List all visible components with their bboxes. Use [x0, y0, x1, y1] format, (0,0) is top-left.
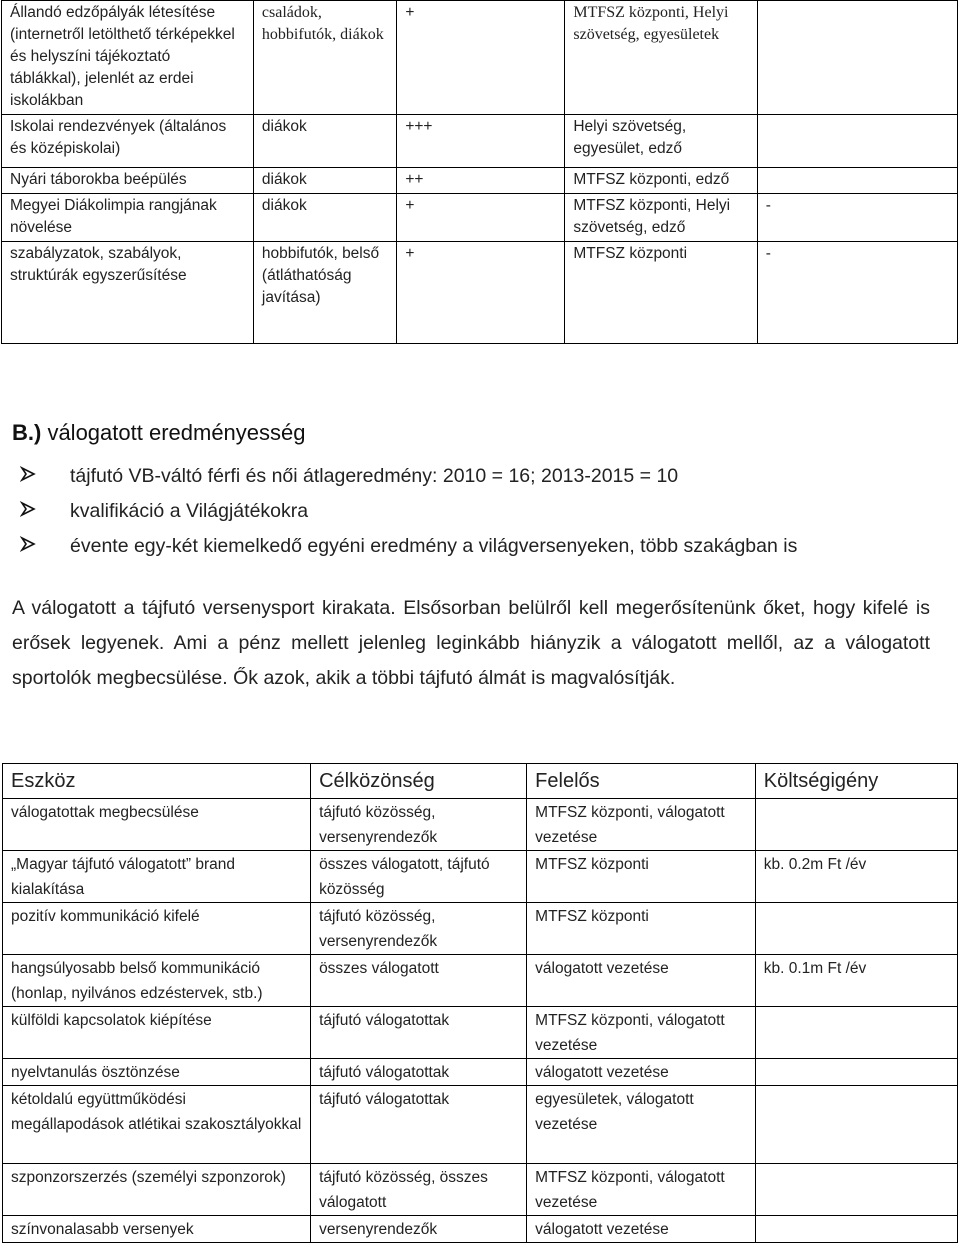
table-cell	[755, 903, 957, 955]
table-cell: MTFSZ központi, Helyi szövetség, edző	[565, 194, 757, 242]
table-cell: összes válogatott, tájfutó közösség	[311, 851, 527, 903]
table-cell: családok, hobbifutók, diákok	[253, 1, 396, 115]
table-cell	[755, 1216, 957, 1243]
table-cell: diákok	[253, 168, 396, 194]
header-koltsegigeny: Költségigény	[755, 764, 957, 799]
table-cell: pozitív kommunikáció kifelé	[3, 903, 311, 955]
table-cell: tájfutó közösség, összes válogatott	[311, 1164, 527, 1216]
table-row	[3, 1059, 958, 1086]
bullet-text: kvalifikáció a Világjátékokra	[70, 500, 309, 522]
table-row	[2, 194, 958, 242]
table-row	[3, 955, 958, 1007]
table-row	[2, 1, 958, 115]
bullet-list	[20, 459, 797, 564]
table-cell: MTFSZ központi, edző	[565, 168, 757, 194]
table-cell: +	[397, 242, 565, 344]
body-paragraph: A válogatott a tájfutó versenysport kirakata. Elsősorban belülről kell megerősítenünk őket, hogy kifelé is erősek legyenek. Ami a pénz mellett jelenleg leginkább hiányzik a válogatott mellől, az a válogatott sportolók megbecsülése. Ők azok, akik a többi tájfutó álmát is magvalósítják.	[12, 597, 930, 689]
list-item	[20, 459, 797, 494]
table-cell: MTFSZ központi, válogatott vezetése	[527, 1164, 756, 1216]
section-heading	[12, 420, 306, 446]
table-cell: válogatottak megbecsülése	[3, 799, 311, 851]
table-cell: diákok	[253, 115, 396, 168]
table-cell: ++	[397, 168, 565, 194]
table-cell: Megyei Diákolimpia rangjának növelése	[2, 194, 254, 242]
table-cell: egyesületek, válogatott vezetése	[527, 1086, 756, 1164]
table-cell	[757, 168, 957, 194]
table-cell: tájfutó válogatottak	[311, 1007, 527, 1059]
arrowhead-bullet-icon	[20, 494, 70, 529]
table-cell: nyelvtanulás ösztönzése	[3, 1059, 311, 1086]
table-cell: tájfutó válogatottak	[311, 1086, 527, 1164]
table-cell	[755, 799, 957, 851]
table-header-row	[3, 764, 958, 799]
table-row	[3, 1164, 958, 1216]
table-cell: -	[757, 194, 957, 242]
table-cell: diákok	[253, 194, 396, 242]
table-cell	[757, 1, 957, 115]
top-table	[1, 0, 958, 344]
table-cell: Állandó edzőpályák létesítése (internetről letölthető térképekkel és helyszíni tájékoztató táblákkal), jelenlét az erdei iskolákban	[2, 1, 254, 115]
table-cell: kétoldalú együttműködési megállapodások atlétikai szakosztályokkal	[3, 1086, 311, 1164]
table-cell: MTFSZ központi, Helyi szövetség, egyesületek	[565, 1, 757, 115]
table-cell: MTFSZ központi, válogatott vezetése	[527, 1007, 756, 1059]
table-cell: válogatott vezetése	[527, 1216, 756, 1243]
table-cell	[755, 1164, 957, 1216]
table-cell: -	[757, 242, 957, 344]
header-felelos: Felelős	[527, 764, 756, 799]
table-cell: külföldi kapcsolatok kiépítése	[3, 1007, 311, 1059]
table-cell: tájfutó válogatottak	[311, 1059, 527, 1086]
table-row	[3, 851, 958, 903]
table-row	[3, 799, 958, 851]
bullet-text: tájfutó VB-váltó férfi és női átlageredmény: 2010 = 16; 2013-2015 = 10	[70, 465, 679, 487]
table-cell: szponzorszerzés (személyi szponzorok)	[3, 1164, 311, 1216]
table-cell: tájfutó közösség, versenyrendezők	[311, 903, 527, 955]
table-cell: kb. 0.1m Ft /év	[755, 955, 957, 1007]
table-cell: szabályzatok, szabályok, struktúrák egyszerűsítése	[2, 242, 254, 344]
table-cell: összes válogatott	[311, 955, 527, 1007]
header-eszkoz: Eszköz	[3, 764, 311, 799]
table-cell: versenyrendezők	[311, 1216, 527, 1243]
table-cell: válogatott vezetése	[527, 1059, 756, 1086]
table-cell: +	[397, 194, 565, 242]
table-cell: színvonalasabb versenyek	[3, 1216, 311, 1243]
list-item	[20, 494, 797, 529]
table-row	[3, 903, 958, 955]
table-cell: hobbifutók, belső (átláthatóság javítása)	[253, 242, 396, 344]
table-cell: MTFSZ központi	[565, 242, 757, 344]
table-cell: MTFSZ központi	[527, 903, 756, 955]
table-cell	[755, 1059, 957, 1086]
arrowhead-bullet-icon	[20, 459, 70, 494]
table-cell: hangsúlyosabb belső kommunikáció (honlap, nyilvános edzéstervek, stb.)	[3, 955, 311, 1007]
table-cell: +	[397, 1, 565, 115]
table-cell: Helyi szövetség, egyesület, edző	[565, 115, 757, 168]
table-row	[2, 168, 958, 194]
table-cell: válogatott vezetése	[527, 955, 756, 1007]
tools-table	[2, 763, 958, 1243]
table-cell: tájfutó közösség, versenyrendezők	[311, 799, 527, 851]
table-cell	[757, 115, 957, 168]
table-cell: +++	[397, 115, 565, 168]
arrowhead-bullet-icon	[20, 529, 70, 564]
table-row	[3, 1086, 958, 1164]
bullet-text: évente egy-két kiemelkedő egyéni eredmény a világversenyeken, több szakágban is	[70, 535, 798, 557]
table-cell	[755, 1007, 957, 1059]
table-cell: kb. 0.2m Ft /év	[755, 851, 957, 903]
table-cell: „Magyar tájfutó válogatott” brand kialakítása	[3, 851, 311, 903]
section-title: válogatott eredményesség	[41, 420, 306, 445]
table-row	[2, 115, 958, 168]
table-cell: MTFSZ központi, válogatott vezetése	[527, 799, 756, 851]
list-item	[20, 529, 797, 564]
header-celkozonseg: Célközönség	[311, 764, 527, 799]
table-cell: Nyári táborokba beépülés	[2, 168, 254, 194]
table-cell: Iskolai rendezvények (általános és középiskolai)	[2, 115, 254, 168]
table-row	[3, 1216, 958, 1243]
table-row	[2, 242, 958, 344]
table-cell	[755, 1086, 957, 1164]
table-row	[3, 1007, 958, 1059]
table-cell: MTFSZ központi	[527, 851, 756, 903]
section-number: B.)	[12, 420, 42, 445]
